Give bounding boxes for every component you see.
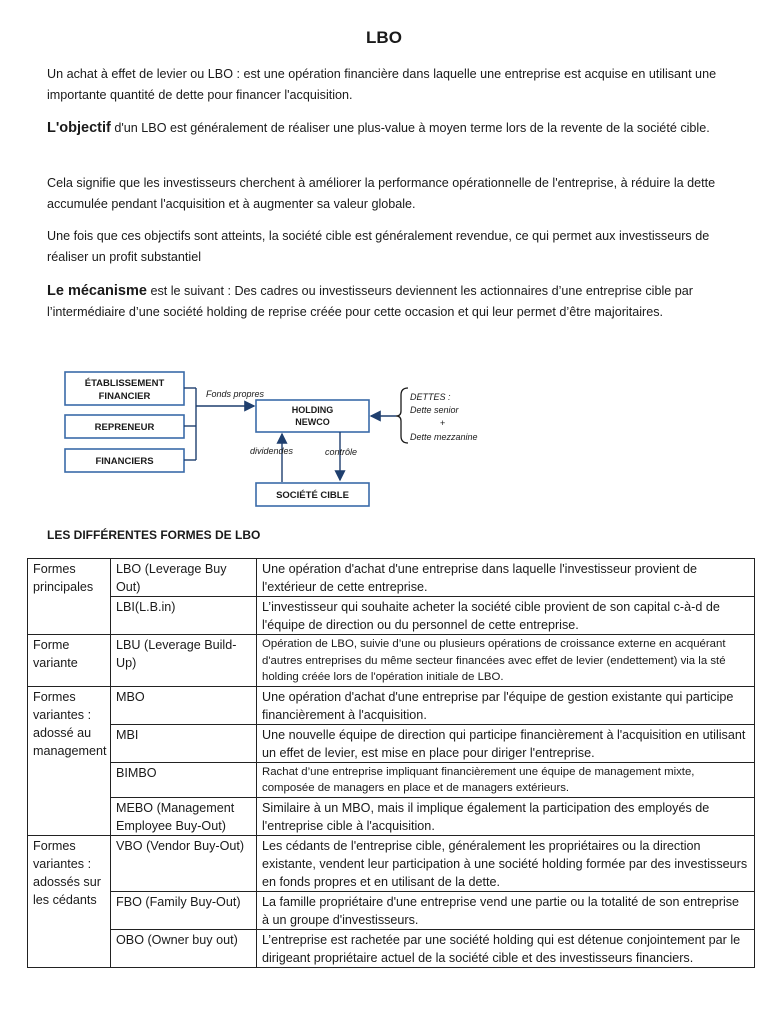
performance-paragraph: Cela signifie que les investisseurs cherchent à améliorer la performance opérationnelle de l'entreprise, à réduire la dette accumulée pendant l'acquisition et à augmenter sa valeur globale. [47,176,716,211]
holding-label-2: NEWCO [295,417,330,427]
societe-cible-label: SOCIÉTÉ CIBLE [276,490,349,501]
mechanism-text: est le suivant : Des cadres ou investisseurs deviennent les actionnaires d’une entreprise cible par l’intermédiaire d’une société holding de reprise créée pour cette occasion et qui leur permet d’être majoritaires. [47,284,693,319]
table-row [28,635,755,687]
document-title: LBO [366,28,402,47]
form-name: MBO [111,686,257,724]
plus-sign: + [440,418,446,428]
table-row [28,762,755,797]
objective-paragraph [47,118,727,139]
form-name: BIMBO [111,762,257,797]
holding-label-1: HOLDING [291,405,334,415]
group-adosse-management: Formes variantes : adossé au management [28,686,111,835]
objective-text: d'un LBO est généralement de réaliser une plus-value à moyen terme lors de la revente de la société cible. [110,121,710,135]
resale-paragraph: Une fois que ces objectifs sont atteints, la société cible est généralement revendue, ce qui permet aux investisseurs de réaliser un profit substantiel [47,229,710,264]
dette-mezzanine-label: Dette mezzanine [410,432,478,442]
lbo-mechanism-diagram [0,362,520,512]
objective-lead: L'objectif [47,120,111,136]
form-name: OBO (Owner buy out) [111,929,257,967]
table-row [28,597,755,635]
table-row [28,559,755,597]
table-row [28,929,755,967]
etablissement-label-1: ÉTABLISSEMENT [84,378,165,389]
form-description: Opération de LBO, suivie d’une ou plusieurs opérations de croissance externe en acquérant d'autres entreprises du même secteur financées avec effet de levier (endettement) via la sté holding créée lors de l'opération initiale de LBO. [257,635,755,687]
mechanism-paragraph [47,281,727,323]
form-name: LBO (Leverage Buy Out) [111,559,257,597]
form-name: MBI [111,724,257,762]
dettes-brace [396,388,408,443]
form-description: L’entreprise est rachetée par une société holding qui est détenue conjointement par le dirigeant propriétaire actuel de la société cible et des investisseurs financiers. [257,929,755,967]
intro-paragraph: Un achat à effet de levier ou LBO : est une opération financière dans laquelle une entreprise est acquise en utilisant une importante quantité de dette pour financer l'acquisition. [47,67,717,102]
section-title: LES DIFFÉRENTES FORMES DE LBO [47,528,261,542]
form-name: MEBO (Management Employee Buy-Out) [111,797,257,835]
form-name: FBO (Family Buy-Out) [111,891,257,929]
form-description: Rachat d’une entreprise impliquant financièrement une équipe de management mixte, composée de managers en place et de managers extérieurs. [257,762,755,797]
controle-label: contrôle [325,447,358,457]
form-description: Une nouvelle équipe de direction qui participe financièrement à l'acquisition en utilisant un effet de levier, est mise en place pour diriger l'entreprise. [257,724,755,762]
form-name: LBI(L.B.in) [111,597,257,635]
dividendes-label: dividendes [250,446,294,456]
form-description: L’investisseur qui souhaite acheter la société cible provient de son capital c-à-d de l'équipe de direction ou du personnel de cette entreprise. [257,597,755,635]
fonds-propres-label: Fonds propres [206,389,265,399]
table-row [28,835,755,891]
group-formes-principales: Formes principales [28,559,111,635]
financiers-label: FINANCIERS [95,456,154,467]
table-row [28,797,755,835]
etablissement-label-2: FINANCIER [98,391,151,402]
form-name: LBU (Leverage Build-Up) [111,635,257,687]
repreneur-label: REPRENEUR [94,422,155,433]
form-description: Une opération d'achat d'une entreprise par l'équipe de gestion existante qui participe financièrement à l'acquisition. [257,686,755,724]
form-description: Similaire à un MBO, mais il implique également la participation des employés de l'entreprise cible à l'acquisition. [257,797,755,835]
dettes-label: DETTES : [410,392,451,402]
mechanism-lead: Le mécanisme [47,283,147,299]
lbo-forms-table [27,558,755,968]
table-row [28,686,755,724]
form-description: Les cédants de l'entreprise cible, généralement les propriétaires ou la direction existante, vendent leur participation à une société holding formée par des investisseurs en fonds propres et en utilisant de la dette. [257,835,755,891]
form-name: VBO (Vendor Buy-Out) [111,835,257,891]
group-forme-variante: Forme variante [28,635,111,687]
table-row [28,891,755,929]
dette-senior-label: Dette senior [410,405,459,415]
form-description: Une opération d'achat d'une entreprise dans laquelle l'investisseur provient de l'extérieur de cette entreprise. [257,559,755,597]
form-description: La famille propriétaire d'une entreprise vend une partie ou la totalité de son entreprise à un groupe d'investisseurs. [257,891,755,929]
table-row [28,724,755,762]
group-adosses-cedants: Formes variantes : adossés sur les cédants [28,835,111,967]
